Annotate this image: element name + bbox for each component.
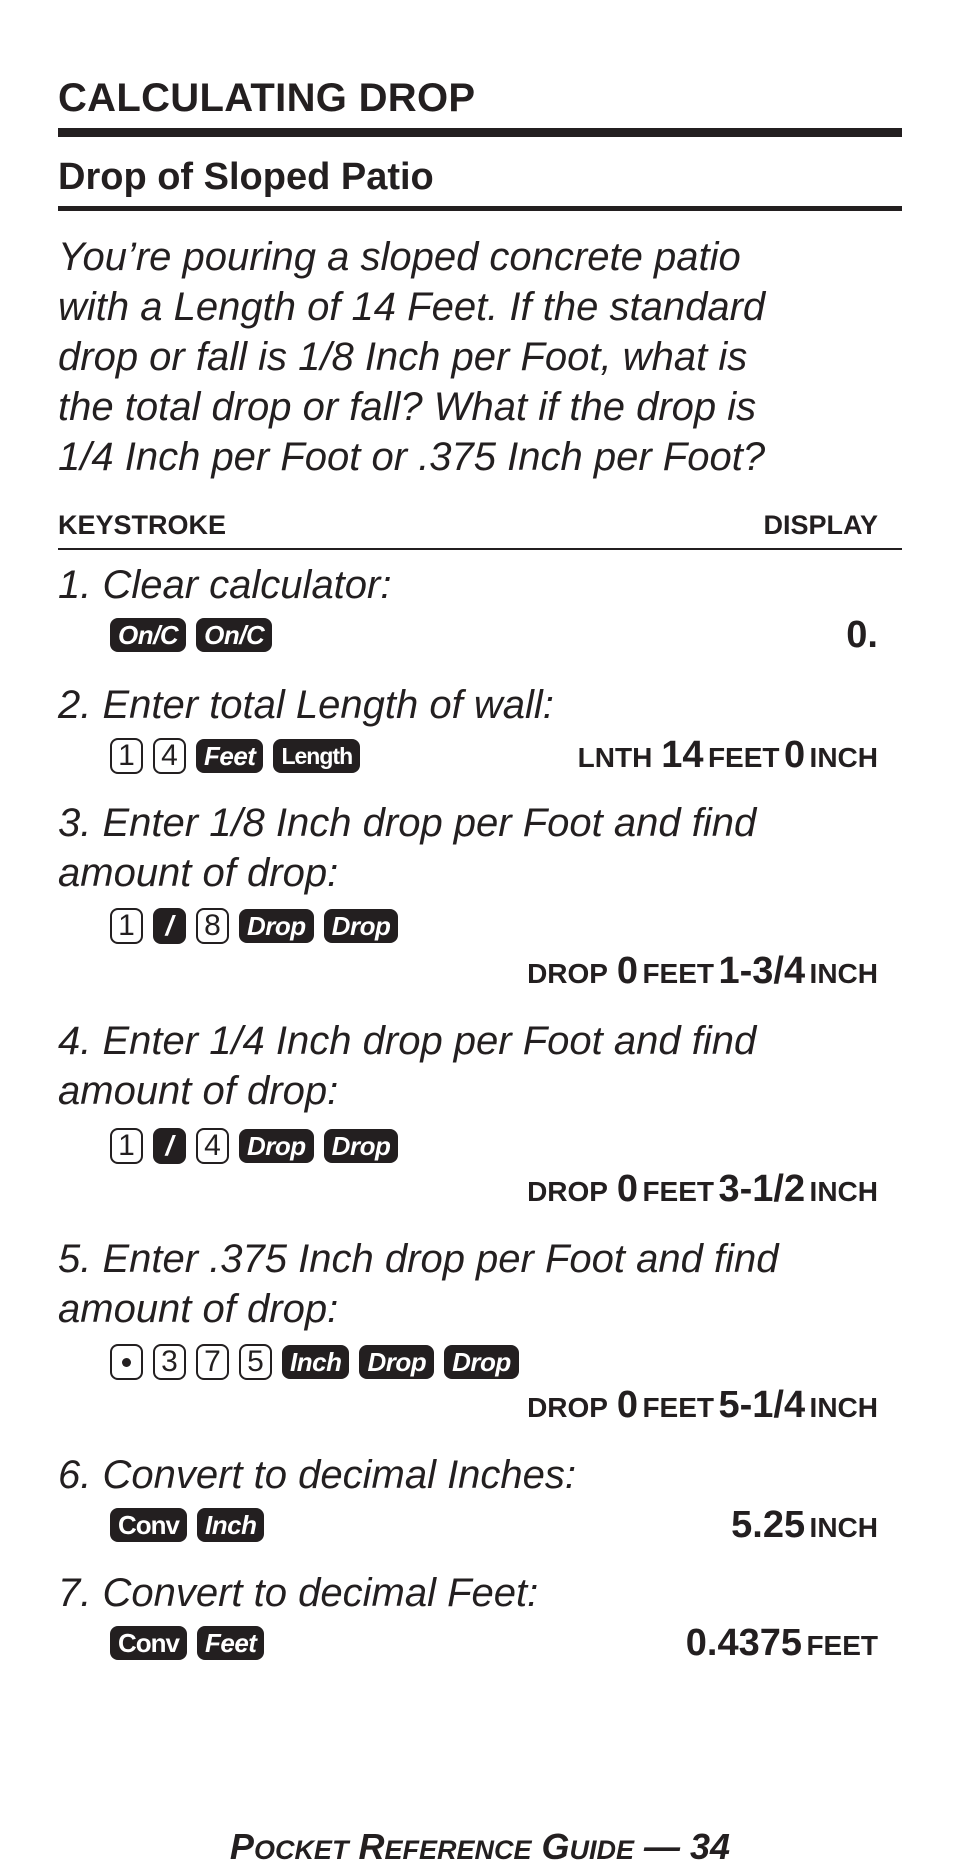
step-4-text: 4. Enter 1/4 Inch drop per Foot and find xyxy=(58,1019,757,1063)
display-label: LNTH xyxy=(577,742,653,773)
display-value: 0. xyxy=(846,614,878,656)
page-title: CALCULATING DROP xyxy=(58,76,476,120)
step-4-display xyxy=(527,1168,878,1211)
display-label: DROP xyxy=(527,1176,608,1207)
step-7-keys xyxy=(110,1626,264,1660)
step-3-text: 3. Enter 1/8 Inch drop per Foot and find xyxy=(58,801,757,845)
section-rule xyxy=(58,206,902,211)
display-feet-unit: FEET xyxy=(642,1176,715,1207)
footer-ocket: OCKET xyxy=(253,1835,349,1862)
section-title: Drop of Sloped Patio xyxy=(58,156,434,198)
intro-line: You’re pouring a sloped concrete patio xyxy=(58,235,741,279)
display-inch: 5-1/4 xyxy=(718,1384,806,1426)
display-unit: INCH xyxy=(809,1512,878,1543)
footer-g: G xyxy=(541,1826,570,1862)
digit-4-key: 4 xyxy=(153,738,186,774)
step-2-display xyxy=(578,734,878,777)
step-1-text: 1. Clear calculator: xyxy=(58,563,392,607)
digit-1-key: 1 xyxy=(110,1128,143,1164)
drop-key: Drop xyxy=(359,1345,434,1379)
display-inch: 1-3/4 xyxy=(718,950,806,992)
step-6-text: 6. Convert to decimal Inches: xyxy=(58,1453,577,1497)
on-c-key: On/C xyxy=(196,618,272,652)
inch-key: Inch xyxy=(197,1508,264,1542)
footer-eference: EFERENCE xyxy=(384,1835,532,1862)
step-3-display xyxy=(527,950,878,993)
intro-paragraph xyxy=(58,232,902,482)
conv-key: Conv xyxy=(110,1508,187,1542)
step-3-keys xyxy=(110,908,398,944)
display-inch-unit: INCH xyxy=(809,1176,878,1207)
display-inch: 0 xyxy=(783,734,806,776)
fraction-key: / xyxy=(153,1128,186,1164)
display-value: 0.4375 xyxy=(685,1622,802,1664)
step-6-display xyxy=(731,1504,878,1547)
display-feet: 0 xyxy=(616,950,638,992)
intro-line: with a Length of 14 Feet. If the standard xyxy=(58,285,766,329)
step-5-keys xyxy=(110,1344,519,1380)
page xyxy=(58,0,902,1862)
digit-1-key: 1 xyxy=(110,908,143,944)
decimal-dot-icon xyxy=(122,1358,131,1367)
column-header xyxy=(58,510,902,541)
step-7-display xyxy=(686,1622,878,1665)
step-7-text: 7. Convert to decimal Feet: xyxy=(58,1571,539,1615)
drop-key: Drop xyxy=(324,1129,399,1163)
display-label: DROP xyxy=(527,958,608,989)
display-inch-unit: INCH xyxy=(809,1392,878,1423)
intro-line: 1/4 Inch per Foot or .375 Inch per Foot? xyxy=(58,435,766,479)
page-number: — 34 xyxy=(634,1826,731,1862)
step-6-keys xyxy=(110,1508,264,1542)
drop-key: Drop xyxy=(324,909,399,943)
display-feet: 0 xyxy=(616,1168,638,1210)
drop-key: Drop xyxy=(239,1129,314,1163)
display-unit: FEET xyxy=(806,1630,878,1661)
display-feet-unit: FEET xyxy=(642,1392,715,1423)
keystroke-header: KEYSTROKE xyxy=(58,510,227,540)
footer-r: R xyxy=(358,1826,385,1862)
display-feet: 14 xyxy=(661,734,704,776)
step-5-display xyxy=(527,1384,878,1427)
display-header: DISPLAY xyxy=(763,510,878,540)
display-inch: 3-1/2 xyxy=(718,1168,806,1210)
display-feet-unit: FEET xyxy=(642,958,715,989)
digit-7-key: 7 xyxy=(196,1344,229,1380)
digit-8-key: 8 xyxy=(196,908,229,944)
intro-line: the total drop or fall? What if the drop is xyxy=(58,385,757,429)
display-inch-unit: INCH xyxy=(809,742,878,773)
footer-p: P xyxy=(229,1826,254,1862)
step-5-text: 5. Enter .375 Inch drop per Foot and find xyxy=(58,1237,779,1281)
header-rule xyxy=(58,548,902,550)
inch-key: Inch xyxy=(282,1345,349,1379)
title-rule xyxy=(58,128,902,137)
decimal-point-key xyxy=(110,1344,143,1380)
step-3-text-2: amount of drop: xyxy=(58,851,339,895)
step-4-keys xyxy=(110,1128,398,1164)
feet-key: Feet xyxy=(197,1626,264,1660)
display-feet: 0 xyxy=(616,1384,638,1426)
conv-key: Conv xyxy=(110,1626,187,1660)
display-value: 5.25 xyxy=(731,1504,806,1546)
feet-key: Feet xyxy=(196,739,263,773)
footer-uide: UIDE xyxy=(569,1835,635,1862)
step-1-keys xyxy=(110,618,272,652)
on-c-key: On/C xyxy=(110,618,186,652)
length-key: Length xyxy=(273,739,360,773)
intro-line: drop or fall is 1/8 Inch per Foot, what is xyxy=(58,335,748,379)
step-5-text-2: amount of drop: xyxy=(58,1287,339,1331)
display-inch-unit: INCH xyxy=(809,958,878,989)
display-feet-unit: FEET xyxy=(707,742,780,773)
drop-key: Drop xyxy=(444,1345,519,1379)
fraction-key: / xyxy=(153,908,186,944)
step-4-text-2: amount of drop: xyxy=(58,1069,339,1113)
page-footer xyxy=(58,1826,902,1862)
digit-3-key: 3 xyxy=(153,1344,186,1380)
display-label: DROP xyxy=(527,1392,608,1423)
step-2-text: 2. Enter total Length of wall: xyxy=(58,683,554,727)
digit-4-key: 4 xyxy=(196,1128,229,1164)
drop-key: Drop xyxy=(239,909,314,943)
digit-1-key: 1 xyxy=(110,738,143,774)
step-2-keys xyxy=(110,738,360,774)
step-1-display xyxy=(846,614,878,657)
digit-5-key: 5 xyxy=(239,1344,272,1380)
